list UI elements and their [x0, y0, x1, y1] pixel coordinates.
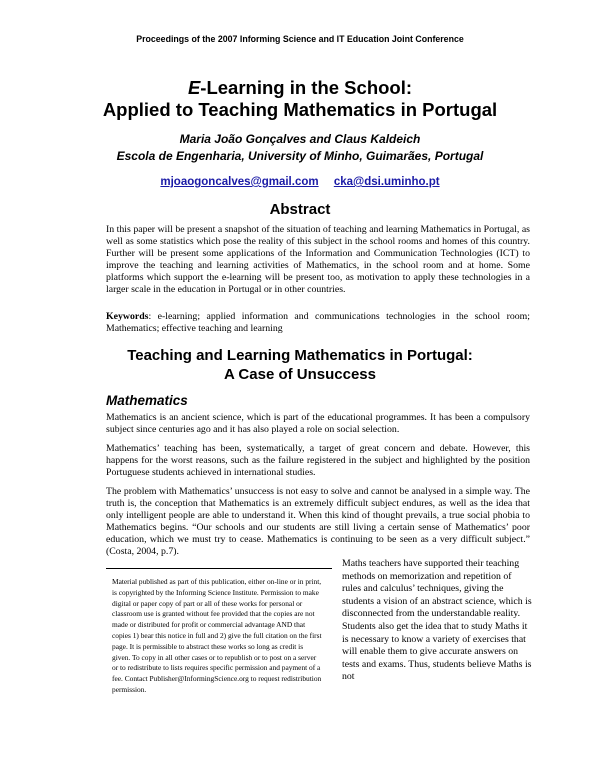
email-links [0, 176, 600, 188]
author-names: Maria João Gonçalves and Claus Kaldeich [179, 132, 421, 146]
email-link-2[interactable]: cka@dsi.uminho.pt [333, 176, 440, 188]
author-affiliation: Escola de Engenharia, University of Minho, Guimarães, Portugal [116, 149, 484, 163]
keywords [106, 311, 530, 335]
section-title-line2: A Case of Unsuccess [223, 366, 376, 383]
keywords-label: Keywords [106, 311, 149, 322]
abstract-heading: Abstract [269, 201, 331, 218]
body-paragraph-3: The problem with Mathematics’ unsuccess is not easy to solve and cannot be analysed in a simple way. The truth is, the conception that Mathematics is an extremely difficult subject endures, as well as the idea that only intelligent people are able to understand it. When this kind of thought prevails, a true social phobia to Mathematics begins. “Our schools and our students are still living a certain sense of Mathematics’ poor education, which we must try to cease. Mathematics is continuing to be seen as a very difficult subject.” (Costa, 2004, p.7). [106, 486, 530, 557]
body-right-column: Maths teachers have supported their teaching methods on memorization and repetition of rules and calculus’ techniques, giving the students a vision of an abstract science, which is disconnected from the understandable reality. Students also get the idea that to study Maths it is necessary to know a variety of exercises that will enable them to give accurate answers on tests and exams. Thus, students believe Maths is not [342, 558, 532, 683]
title-line1: -Learning in the School: [200, 77, 413, 98]
conference-header: Proceedings of the 2007 Informing Science and IT Education Joint Conference [136, 34, 464, 44]
abstract-text: In this paper will be present a snapshot of the situation of teaching and learning Mathematics in Portugal, as well as some statistics which pose the reality of this subject in the school rooms and homes of this country. Further will be present some applications of the Information and Communication Technologies (ICT) to improve the teaching and learning activities of Mathematics, in the school room and at home. Some platforms which support the e-learning will be present too, as motivation to apply these technologies in a larger scale in the education in Portugal or in other countries. [106, 224, 530, 295]
copyright-footnote: Material published as part of this publication, either on-line or in print, is copyrighted by the Informing Science Institute. Permission to make digital or paper copy of part or all of these works for personal or classroom use is granted without fee provided that the copies are not made or distributed for profit or commercial advantage AND that copies 1) bear this notice in full and 2) give the full citation on the first page. It is permissible to abstract these works so long as credit is given. To copy in all other cases or to republish or to post on a server or to redistribute to lists requires specific permission and payment of a fee. Contact Publisher@InformingScience.org to request redistribution permission. [112, 577, 322, 694]
body-paragraph-1: Mathematics is an ancient science, which is part of the educational programmes. It has been a compulsory subject since centuries ago and it has also played a role on social selection. [106, 412, 530, 435]
body-paragraph-2: Mathematics’ teaching has been, systematically, a target of great concern and debate. However, this happens for the worst reasons, such as the failure registered in the subject and highlighted by the position Portuguese students achieved in international studies. [106, 443, 530, 478]
keywords-text: : e-learning; applied information and communications technologies in the school room; Mathematics; effective teaching and learning [106, 311, 530, 334]
subsection-heading: Mathematics [106, 393, 188, 408]
email-link-1[interactable]: mjoaogoncalves@gmail.com [160, 176, 319, 188]
title-italic-prefix: E [187, 77, 201, 98]
section-title-line1: Teaching and Learning Mathematics in Portugal: [127, 347, 473, 364]
paper-title [0, 77, 600, 121]
section-title [0, 346, 600, 384]
author-block [0, 131, 600, 165]
title-line2: Applied to Teaching Mathematics in Portugal [102, 99, 498, 120]
